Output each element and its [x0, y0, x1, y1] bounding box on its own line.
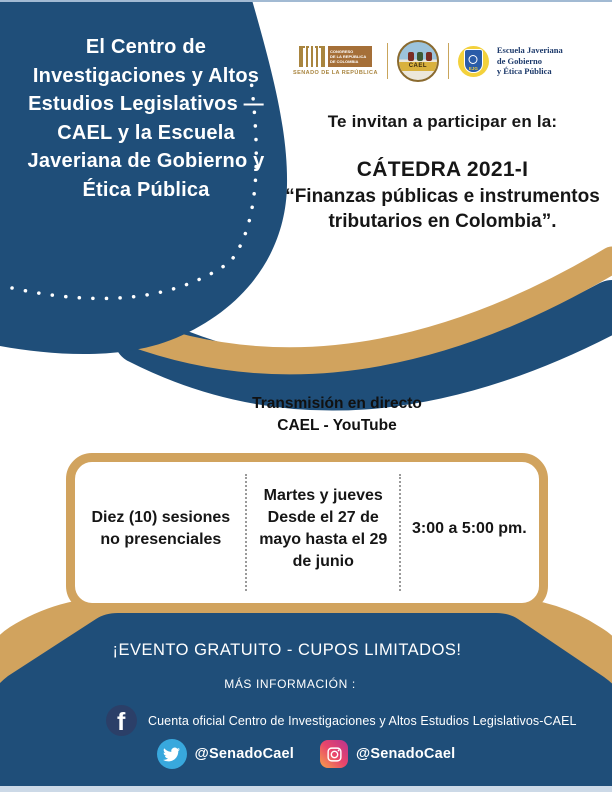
cael-emblem-icon [397, 40, 439, 82]
ejg-initials: EJG [468, 66, 478, 71]
twitter-icon[interactable] [157, 739, 187, 769]
schedule-cell-sessions [75, 462, 247, 603]
ejg-logo [458, 45, 563, 77]
hero-line: Javeriana de Gobierno y [27, 150, 265, 172]
hero-line: El Centro de [85, 36, 207, 58]
facebook-row[interactable] [106, 705, 598, 736]
column-divider [399, 474, 401, 591]
schedule-cell-time [400, 462, 539, 603]
invitation-block [280, 112, 605, 234]
instagram-item[interactable] [320, 740, 455, 768]
ejg-name-line: de Gobierno [496, 55, 542, 66]
more-info-label: MÁS INFORMACIÓN : [224, 677, 356, 691]
senado-logo [293, 46, 378, 76]
stream-line: Transmisión en directo [252, 395, 422, 412]
schedule-text: no presenciales [100, 530, 222, 548]
invite-intro: Te invitan a participar en la: [327, 112, 558, 131]
event-subtitle-line: tributarios en Colombia”. [328, 210, 557, 232]
logo-divider [387, 43, 388, 79]
hero-organizers-text [10, 33, 282, 204]
hero-line: Ética Pública [82, 178, 210, 201]
ejg-ornament [469, 55, 478, 64]
cael-figure [408, 52, 414, 61]
free-event-headline: ¡EVENTO GRATUITO - CUPOS LIMITADOS! [112, 641, 462, 659]
column-divider [245, 474, 247, 591]
hero-line: Estudios Legislativos — [28, 93, 264, 115]
twitter-item[interactable] [157, 739, 294, 769]
schedule-cell-dates [247, 462, 400, 603]
instagram-icon[interactable] [320, 740, 348, 768]
logo-divider [448, 43, 449, 79]
congreso-box-line: CONGRESO [329, 49, 354, 54]
facebook-account-label: Cuenta oficial Centro de Investigaciones y Altos Estudios Legislativos-CAEL [148, 713, 577, 728]
event-subtitle [280, 185, 605, 234]
top-edge-strip [0, 0, 612, 2]
cael-figure [417, 52, 423, 61]
congreso-box-line: DE COLOMBIA [329, 59, 359, 64]
twitter-handle[interactable]: @SenadoCael [194, 746, 294, 762]
capitol-columns-icon [299, 46, 325, 67]
event-title: CÁTEDRA 2021-I [356, 158, 529, 181]
ejg-name-line: y Ética Pública [496, 66, 552, 77]
schedule-text: de junio [292, 552, 354, 570]
stream-line: CAEL - YouTube [277, 416, 397, 434]
congreso-box [328, 46, 372, 67]
senado-label: SENADO DE LA REPÚBLICA [293, 70, 378, 76]
schedule-text: Diez (10) sesiones [91, 508, 231, 526]
ejg-shield-icon [458, 46, 489, 77]
schedule-table [66, 453, 548, 612]
instagram-handle[interactable]: @SenadoCael [356, 746, 456, 762]
schedule-text: mayo hasta el 29 [259, 530, 388, 548]
social-row [0, 739, 612, 769]
hero-line: Investigaciones y Altos [32, 64, 260, 87]
event-subtitle-line: “Finanzas públicas e instrumentos [285, 186, 600, 207]
hero-line: CAEL y la Escuela [57, 121, 235, 144]
schedule-text: Desde el 27 de [267, 508, 379, 526]
schedule-text: 3:00 a 5:00 pm. [412, 519, 527, 537]
bottom-edge-strip [0, 786, 612, 792]
congreso-box-line: DE LA REPÚBLICA [329, 54, 367, 59]
ejg-name-line: Escuela Javeriana [496, 45, 563, 56]
ejg-name [497, 45, 563, 77]
stream-info [187, 393, 487, 436]
schedule-text: Martes y jueves [263, 486, 383, 504]
facebook-icon[interactable]: f [106, 705, 137, 736]
cael-figure [426, 52, 432, 61]
logo-strip [293, 36, 563, 86]
cael-banner: CAEL [399, 62, 437, 71]
